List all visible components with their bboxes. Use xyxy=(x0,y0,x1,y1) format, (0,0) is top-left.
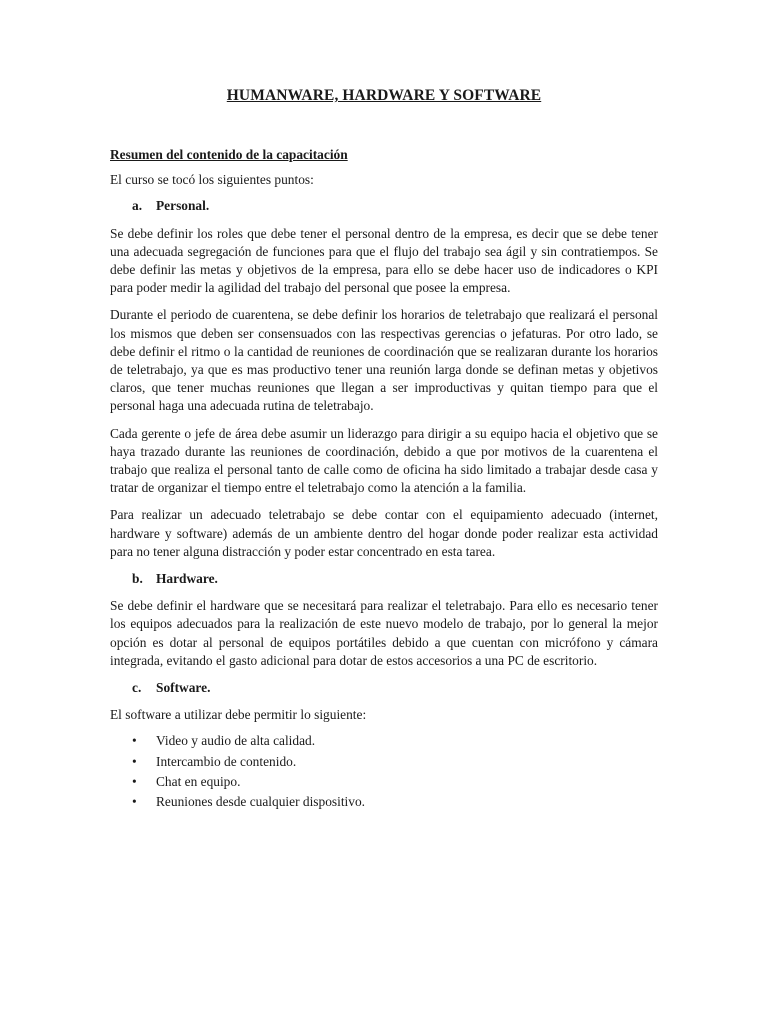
heading-software xyxy=(110,679,658,697)
document-page xyxy=(110,86,658,813)
bullet-icon: • xyxy=(132,733,137,749)
heading-personal xyxy=(110,197,658,215)
paragraph: Cada gerente o jefe de área debe asumir un liderazgo para dirigir a su equipo hacia el objetivo que se haya trazado durante las reuniones de coordinación, debido a que por motivos de la cuarentena el trabajo que realiza el personal tanto de calle como de oficina ha sido limitado a trabajar desde casa y tratar de organizar el tiempo entre el teletrabajo como la atención a la familia. xyxy=(110,425,658,496)
heading-text: Software. xyxy=(156,680,211,696)
bullet-icon: • xyxy=(132,794,137,810)
heading-text: Personal. xyxy=(156,198,210,214)
list-item: • Reuniones desde cualquier dispositivo. xyxy=(110,793,658,811)
intro-paragraph: El curso se tocó los siguientes puntos: xyxy=(110,172,314,188)
paragraph: Durante el periodo de cuarentena, se debe definir los horarios de teletrabajo que realizará el personal los mismos que deben ser consensuados con las respectivas gerencias o jefaturas. Por otro lado, se debe definir el ritmo o la cantidad de reuniones de coordinación que se realizaran durante los horarios de teletrabajo, ya que es mas productivo tener una reunión larga donde se definan metas y objetivos claros, que tener muchas reuniones que llegan a ser improductivas y quitan tiempo para que el personal haga una adecuada rutina de teletrabajo. xyxy=(110,307,658,414)
heading-letter: b. xyxy=(132,571,143,587)
heading-hardware xyxy=(110,570,658,588)
heading-text: Hardware. xyxy=(156,571,218,587)
list-item: • Intercambio de contenido. xyxy=(110,753,658,771)
bullet-list xyxy=(110,732,658,811)
paragraph: Para realizar un adecuado teletrabajo se debe contar con el equipamiento adecuado (internet, hardware y software) además de un ambiente dentro del hogar donde poder realizar esta actividad para no tener alguna distracción y poder estar concentrado en esta tarea. xyxy=(110,507,658,559)
document-title: HUMANWARE, HARDWARE Y SOFTWARE xyxy=(226,87,542,104)
bullet-icon: • xyxy=(132,773,137,789)
list-item: • Chat en equipo. xyxy=(110,773,658,791)
bullet-icon: • xyxy=(132,753,137,769)
paragraph: Se debe definir los roles que debe tener el personal dentro de la empresa, es decir que se debe tener una adecuada segregación de funciones para que el flujo del trabajo sea ágil y sin contratiempos. Se debe definir las metas y objetivos de la empresa, para ello se debe hacer uso de indicadores o KPI para poder medir la agilidad del trabajo del personal que posee la empresa. xyxy=(110,225,658,296)
paragraph: El software a utilizar debe permitir lo siguiente: xyxy=(110,707,367,723)
section-subtitle: Resumen del contenido de la capacitación xyxy=(110,147,348,162)
list-item: • Video y audio de alta calidad. xyxy=(110,732,658,750)
heading-letter: c. xyxy=(132,680,142,696)
paragraph: Se debe definir el hardware que se necesitará para realizar el teletrabajo. Para ello es necesario tener los equipos adecuados para la realización de este nuevo modelo de trabajo, por lo general la mejor opción es dotar al personal de equipos portátiles debido a que cuentan con micrófono y cámara integrada, evitando el gasto adicional para dotar de estos accesorios a una PC de escritorio. xyxy=(110,598,658,668)
heading-letter: a. xyxy=(132,198,143,214)
